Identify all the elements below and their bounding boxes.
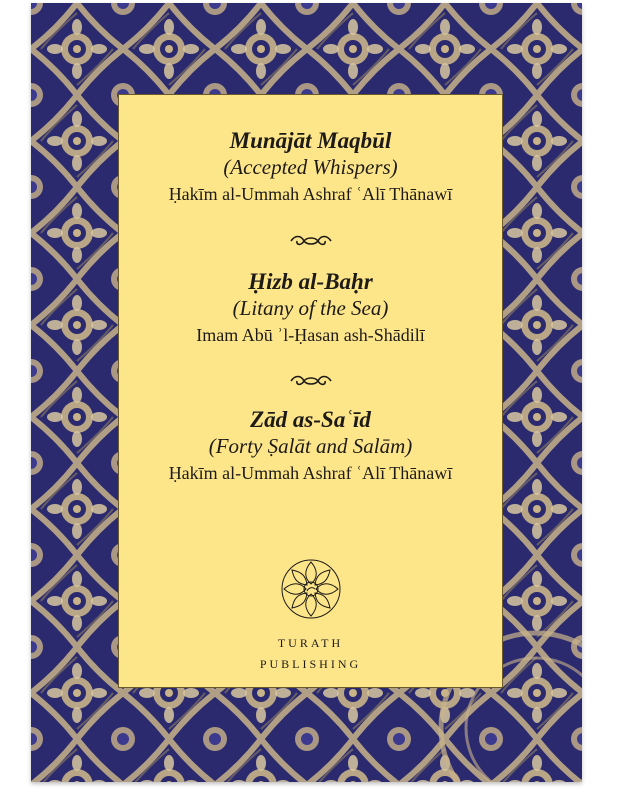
work-1-title: Munājāt Maqbūl [229,128,392,153]
work-2-title: Ḥizb al-Baḥr [248,269,373,294]
work-3-subtitle: (Forty Ṣalāt and Salām) [208,434,413,458]
work-3-title: Zād as-Saʿīd [250,407,371,432]
work-3 [119,406,502,485]
divider-ornament-1 [289,234,333,248]
work-1-author: Ḥakīm al-Ummah Ashraf ʿAlī Thānawī [168,184,453,204]
work-2-subtitle: (Litany of the Sea) [232,296,389,320]
publisher-name-line-2: PUBLISHING [259,657,362,671]
work-1-subtitle: (Accepted Whispers) [223,155,398,179]
book-cover [31,3,582,782]
publisher-name-line-1: TURATH [277,636,344,650]
publisher-logo-icon [280,558,342,620]
work-2-author: Imam Abū ʾl-Ḥasan ash-Shādilī [196,325,425,345]
work-2 [119,268,502,347]
divider-ornament-2 [289,374,333,388]
work-1 [119,127,502,206]
work-3-author: Ḥakīm al-Ummah Ashraf ʿAlī Thānawī [168,463,453,483]
title-panel [118,94,503,688]
